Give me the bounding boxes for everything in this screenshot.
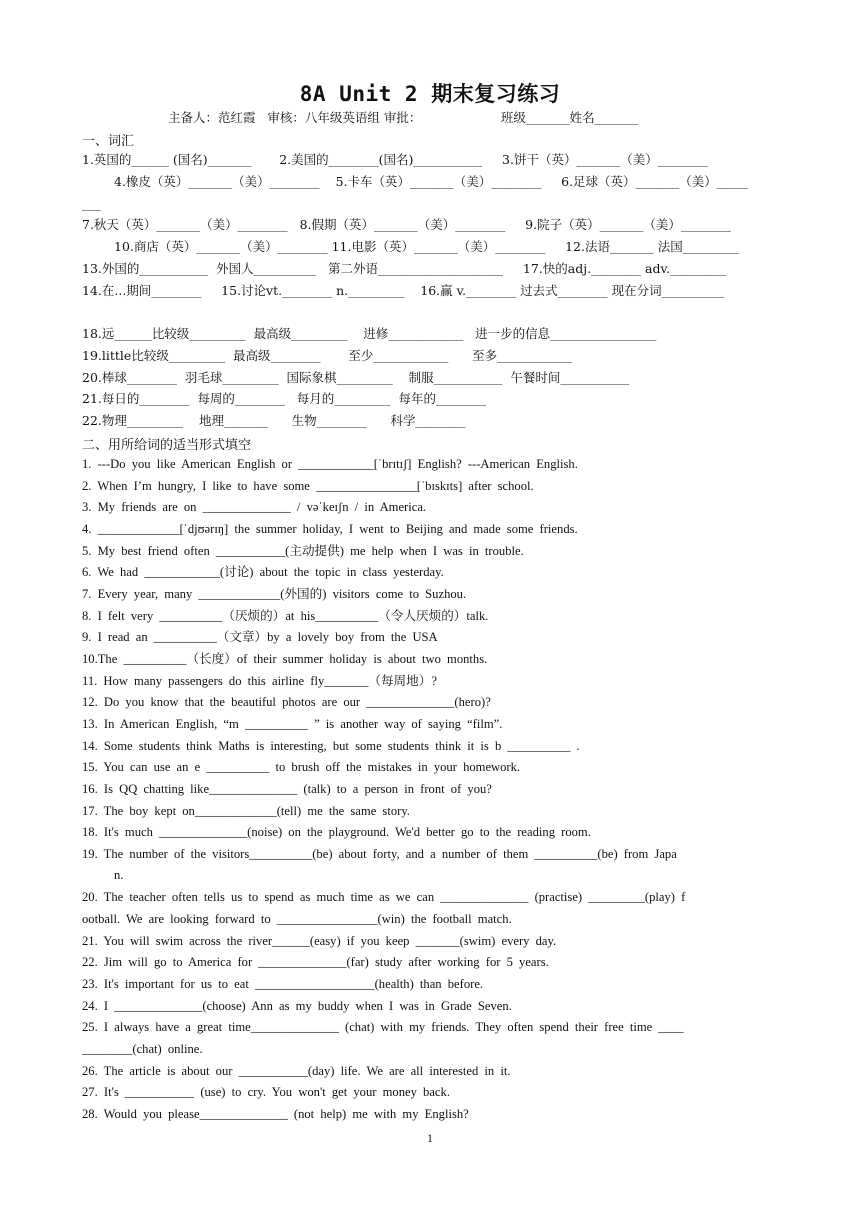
- vocab-line: 19.little比较级_________ 最高级________ 至少____________ 至多____________: [82, 348, 573, 363]
- vocab-line: 18.远______比较级_________ 最高级_________ 进修____________ 进一步的信息_________________: [82, 326, 657, 341]
- vocab-line: 4.橡皮（英）_______（美）________ 5.卡车（英）_______（美）________ 6.足球（英）_______（美）_____: [114, 174, 749, 189]
- question-item: 2. When I’m hungry, I like to have some ________________[ˈbɪskɪts] after school.: [82, 479, 534, 493]
- vocab-line: 7.秋天（英）_______（美）________ 8.假期（英）_______（美）________ 9.院子（英）_______（美）________: [82, 217, 731, 232]
- question-item: 12. Do you know that the beautiful photos are our ______________(hero)?: [82, 695, 491, 709]
- question-continuation: ootball. We are looking forward to ________________(win) the football match.: [82, 912, 512, 926]
- question-item: 24. I ______________(choose) Ann as my buddy when I was in Grade Seven.: [82, 999, 512, 1013]
- question-item: 21. You will swim across the river______(easy) if you keep _______(swim) every day.: [82, 934, 557, 948]
- question-item: 4. _____________[ˈdjʊərɪŋ] the summer holiday, I went to Beijing and made some friends.: [82, 522, 578, 536]
- question-item: 28. Would you please______________ (not help) me with my English?: [82, 1107, 469, 1121]
- question-item: 27. It's ___________ (use) to cry. You won't get your money back.: [82, 1085, 450, 1099]
- question-item: 8. I felt very __________（厌烦的）at his__________（令人厌烦的）talk.: [82, 609, 489, 623]
- question-item: 26. The article is about our ___________(day) life. We are all interested in it.: [82, 1064, 511, 1078]
- question-item: 23. It's important for us to eat ___________________(health) than before.: [82, 977, 484, 991]
- vocab-line: 21.每日的________ 每周的________ 每月的_________ 每年的________: [82, 391, 486, 406]
- page-title: 8A Unit 2 期末复习练习: [299, 82, 561, 106]
- vocab-line: 20.棒球________ 羽毛球_________ 国际象棋_________ 制服___________ 午餐时间___________: [82, 370, 630, 385]
- page-number: 1: [427, 1131, 433, 1145]
- question-continuation: n.: [114, 868, 124, 882]
- section-2-title: 二、用所给词的适当形式填空: [82, 438, 252, 453]
- question-item: 11. How many passengers do this airline fly_______（每周地）?: [82, 674, 437, 688]
- question-item: 13. In American English, “m __________ ” is another way of saying “film”.: [82, 717, 503, 731]
- question-item: 5. My best friend often ___________(主动提供) me help when I was in trouble.: [82, 544, 524, 558]
- question-item: 20. The teacher often tells us to spend as much time as we can ______________ (practise) _________(play) f: [82, 890, 686, 904]
- question-item: 14. Some students think Maths is interesting, but some students think it is b __________ .: [82, 739, 580, 753]
- question-item: 6. We had ____________(讨论) about the topic in class yesterday.: [82, 565, 444, 579]
- question-item: 1. ---Do you like American English or ____________[ˈbrɪtɪʃ] English? ---American English.: [82, 457, 578, 471]
- question-continuation: ________(chat) online.: [82, 1042, 203, 1056]
- vocab-line: 10.商店（英）_______（美）________ 11.电影（英）_______（美）________ 12.法语_______ 法国_________: [114, 239, 739, 254]
- question-item: 19. The number of the visitors__________(be) about forty, and a number of them __________(be) from Japa: [82, 847, 677, 861]
- vocab-line: ___: [82, 196, 101, 211]
- vocab-line: 14.在...期间________ 15.讨论vt.________ n._________ 16.赢 v.________ 过去式________ 现在分词__________: [82, 283, 725, 298]
- question-item: 15. You can use an e __________ to brush off the mistakes in your homework.: [82, 760, 521, 774]
- question-item: 25. I always have a great time______________ (chat) with my friends. They often spend their free time ____: [82, 1020, 684, 1034]
- header-meta: 主备人：范红霞 审核：八年级英语组 审批： 班级_______姓名_______: [168, 110, 639, 125]
- question-item: 10.The __________（长度）of their summer holiday is about two months.: [82, 652, 488, 666]
- question-item: 9. I read an __________（文章）by a lovely boy from the USA: [82, 630, 438, 644]
- question-item: 7. Every year, many _____________(外国的) visitors come to Suzhou.: [82, 587, 467, 601]
- question-item: 17. The boy kept on_____________(tell) me the same story.: [82, 804, 410, 818]
- vocab-line: 1.英国的______ (国名)_______ 2.美国的________(国名)___________ 3.饼干（英）_______（美）________: [82, 152, 708, 167]
- vocab-line: 13.外国的___________ 外国人__________ 第二外语____________________ 17.快的adj.________ adv._________: [82, 261, 727, 276]
- question-item: 3. My friends are on ______________ / vəˈkeɪʃn / in America.: [82, 500, 427, 514]
- question-item: 16. Is QQ chatting like______________ (talk) to a person in front of you?: [82, 782, 492, 796]
- section-1-title: 一、词汇: [82, 134, 135, 149]
- question-item: 18. It's much ______________(noise) on the playground. We'd better go to the reading room.: [82, 825, 591, 839]
- vocab-line: 22.物理_________ 地理_______ 生物________ 科学________: [82, 413, 466, 428]
- question-item: 22. Jim will go to America for ______________(far) study after working for 5 years.: [82, 955, 549, 969]
